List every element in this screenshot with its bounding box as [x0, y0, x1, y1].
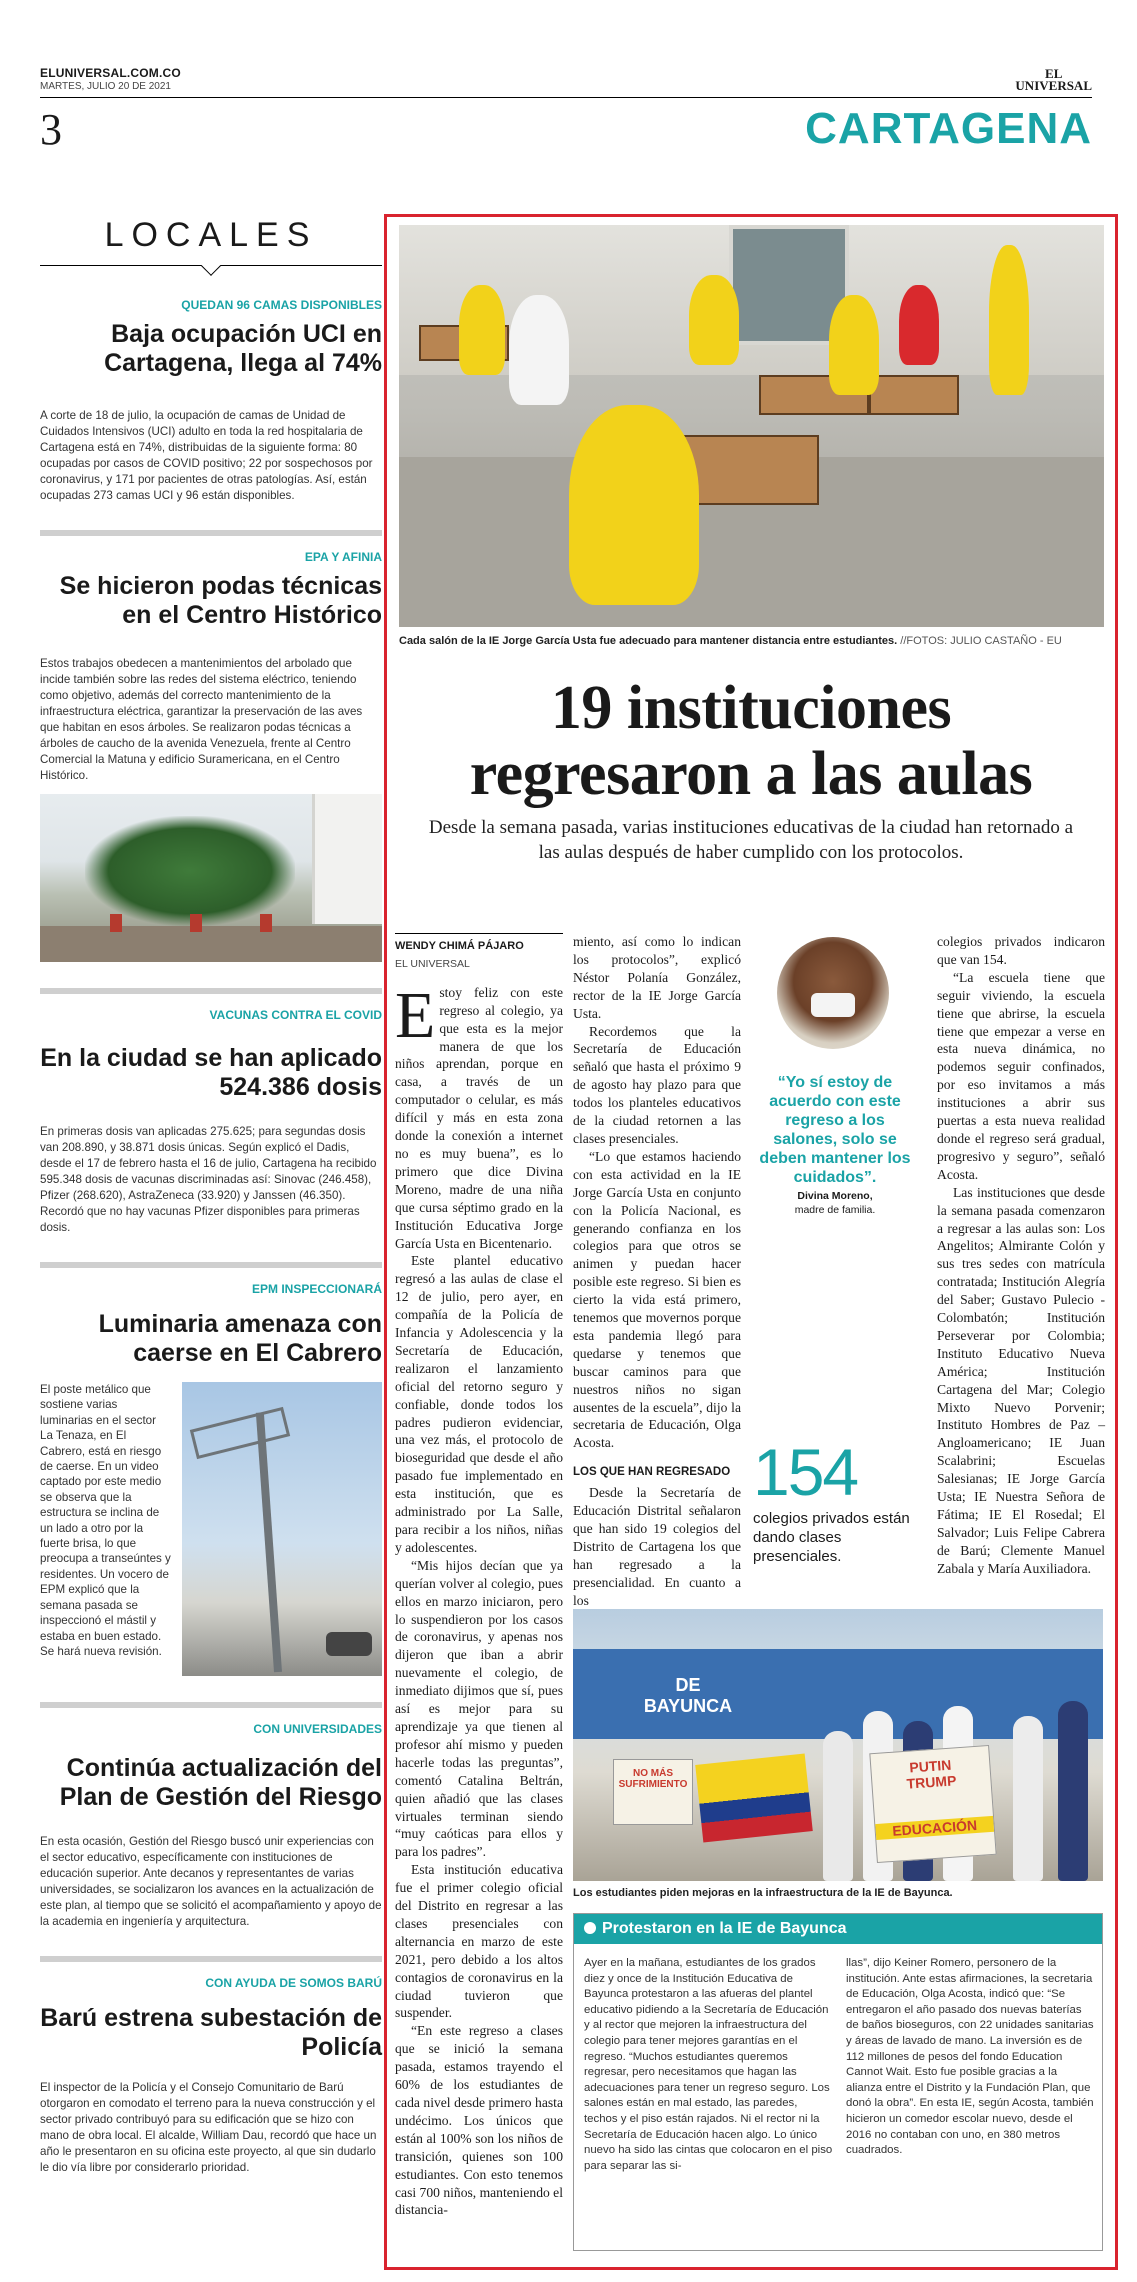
photo-caption: Cada salón de la IE Jorge García Usta fue adecuado para mantener distancia entre estudiantes. //FOTOS: JULIO CASTAÑO - EU — [399, 635, 1062, 647]
sidebar-box-title: Protestaron en la IE de Bayunca — [574, 1914, 1102, 1944]
article-column-4: colegios privados indicaron que van 154. “La escuela tiene que seguir viviendo, la escuela tiene que abrirse, la escuela tiene que empezar a verse en esta nueva dinámica, no podemos seguir confinados, por eso invitamos a más instituciones a abrir sus puertas a esta nueva realidad donde el regreso será gradual, progresivo y seguro”, señaló Acosta. Las instituciones que desde la semana pasada comenzaron a regresar a las aulas son: Los Angelitos; Almirante Colón y sus tres sedes con matrícula contratada; Institución Alegría del Saber; Gustavo Pulecio -Colombatón; Institución Perseverar por Colombia; Instituto Educativo Nueva América; Institución Cartagena del Mar; Colegio Mixto Nuevo Porvenir; Instituto Hombres de Paz – Angloamericano; IE Juan Scalabrini; Escuelas Salesianas; IE Jorge García Usta; IE Nuestra Señora de Fátima; IE El Rosedal; El Salvador; Luis Felipe Cabrera de Barú; Clemente Manuel Zabala y María Auxiliadora. — [937, 934, 1105, 1576]
article-column-2: miento, así como lo indican los protocolos”, explicó Néstor Polanía González, rector de la IE Jorge García Usta. Recordemos que la Secretaría de Educación señaló que hasta el próximo 9 de agosto hay plazo para que todos los planteles educativos de la ciudad retornen a las clases presenciales. “Lo que estamos haciendo con esta actividad en la IE Jorge García Usta en conjunto con la Policía Nacional, es generando confianza en los colegios para que otros se animen y puedan hacer posible este regreso. Si bien es cierto la vida está primero, tenemos que movernos porque esta pandemia llegó para quedarse y tenemos que buscar caminos para que nuestros niños no sigan ausentes de la escuela”, dijo la secretaria de Educación, Olga Acosta. LOS QUE HAN REGRESADO Desde la Secretaría de Educación Distrital señalaron que han sido 19 colegios del Distrito de Cartagena los que han regresado a la presencialidad. En cuanto a los — [573, 934, 741, 1608]
main-article — [384, 214, 1118, 2270]
protest-photo: DE BAYUNCA NO MÁS SUFRIMIENTO PUTIN TRUMP EDUCACIÓN — [573, 1609, 1103, 1881]
quote-attribution: Divina Moreno, madre de familia. — [794, 1190, 876, 1216]
brief-uci — [40, 284, 382, 520]
sidebar-text-col-1: Ayer en la mañana, estudiantes de los grados diez y once de la Institución Educativa de Bayunca protestaron a las afueras del plantel educativo pidiendo a la Secretaría de Educación y al rector que mejoren la infraestructura del colegio para tener mejores garantías en el regreso. “Muchos estudiantes queremos regresar, pero necesitamos que hagan las adecuaciones para tener un regreso seguro. Los salones están en mal estado, las paredes, techos y el piso están rajados. Ni el rector ni la Secretaría de Educación hacen algo. Lo único nuevo ha sido las cintas que colocaron en el piso para separar las si- — [584, 1957, 833, 2172]
brief-vacunas — [40, 988, 382, 1252]
trees-photo — [40, 794, 382, 962]
protest-sidebar-box — [573, 1913, 1103, 2251]
article-headline: 19 instituciones regresaron a las aulas — [469, 674, 1033, 808]
publication-date: MARTES, JULIO 20 DE 2021 — [40, 81, 171, 92]
locales-column — [40, 216, 382, 2192]
divina-moreno-portrait — [777, 937, 889, 1049]
page-number: 3 — [40, 105, 62, 154]
article-column-1: WENDY CHIMÁ PÁJARO EL UNIVERSAL Estoy feliz con este regreso al colegio, ya que esta es la mejor manera de que los niños aprendan, porque en casa, a través de un computador o celular, es más difícil y más en esta zona donde la conexión a internet no es muy buena”, es lo primero que dice Divina Moreno, madre de una niña que cursa séptimo grado en la Institución Educativa Jorge García Usta en Bicentenario. Este plantel educativo regresó a las aulas de clase el 12 de julio, pero ayer, en compañía de la Policía de Infancia y Adolescencia y la Secretaría de Educación, realizaron el lanzamiento oficial del retorno seguro y confiable, donde todos los padres pudieron evidenciar, una vez más, el protocolo de bioseguridad que desde el año pasado fue implementado en esta institución, que es administrado por La Salle, para recibir a los niños, niñas y adolescentes. “Mis hijos decían que ya querían volver al colegio, pues ellos en marzo iniciaron, pero lo suspendieron por los casos de coronavirus, y apenas nos dijeron que iban a abrir nuevamente el colegio, de inmediato dijimos que sí, pues así es mejor para su aprendizaje ya que tienen al profesor ahí mismo y pueden hacerle todas las preguntas”, comentó Catalina Beltrán, quien añadió que las clases virtuales terminan siendo “muy caóticas para ellos y para los padres”. Esta institución educativa fue el primer colegio oficial del Distrito en regresar a las clases presenciales con alternancia en marzo de este 2021, pero debido a los altos contagios de coronavirus en la ciudad tuvieron que suspender. “En este regreso a clases que se inició la semana pasada, estamos trayendo el 60% de los estudiantes de cada nivel desde primero hasta undécimo. Los únicos que están al 100% son los niños de transición, quienes son 100 estudiantes. Con esto tenemos casi 700 niños, manteniendo el distancia- — [395, 933, 563, 2219]
brief-headline: En la ciudad se han aplicado 524.386 dosis — [40, 1044, 382, 1101]
brief-text: En esta ocasión, Gestión del Riesgo buscó unir experiencias con el sector educativo, específicamente con instituciones de educación superior. Ante decanos y representantes de varias universidades, se socializaron los avances en la actualización de este plan, al tiempo que se solicitó el acompañamiento y apoyo de la academia en ingeniería y arquitectura. — [40, 1835, 382, 1928]
drop-cap: E — [395, 978, 436, 1052]
brief-kicker: EPM INSPECCIONARÁ — [251, 1282, 382, 1296]
site-url[interactable]: ELUNIVERSAL.COM.CO — [40, 66, 181, 80]
byline: WENDY CHIMÁ PÁJARO EL UNIVERSAL — [395, 933, 563, 974]
brief-kicker: CON AYUDA DE SOMOS BARÚ — [205, 1976, 382, 1990]
classroom-photo — [399, 225, 1104, 627]
brief-text: Estos trabajos obedecen a mantenimientos del arbolado que incide también sobre las redes del sistema eléctrico, teniendo como objetivo, además del correcto mantenimiento de la infraestructura eléctrica, garantizar la preservación de las aves que habitan en esos árboles. Se realizaron podas técnicas a árboles de caucho de la avenida Venezuela, frente al Centro Comercial la Matuna y edificio Suramericana, en el Centro Histórico. — [40, 657, 363, 782]
brief-headline: Se hicieron podas técnicas en el Centro Histórico — [59, 572, 382, 629]
header-rule — [40, 97, 1092, 98]
brief-kicker: QUEDAN 96 CAMAS DISPONIBLES — [181, 298, 382, 312]
brief-gestion-riesgo — [40, 1702, 382, 1946]
brief-kicker: CON UNIVERSIDADES — [253, 1722, 382, 1736]
brief-text: El poste metálico que sostiene varias luminarias en el sector La Tenaza, en El Cabrero, está en riesgo de caerse. En un video captado por este medio se observa que la estructura se inclina de un lado a otro por la fuerte brisa, lo que preocupa a transeúntes y residentes. Un vocero de EPM explicó que la semana pasada se inspeccionó el mástil y estaba en buen estado. Se hará nueva revisión. — [40, 1383, 171, 1658]
sidebar-text-col-2: llas”, dijo Keiner Romero, personero de la institución. Ante estas afirmaciones, la secretaria de Educación, Olga Acosta, indicó que: “Se entregaron el año pasado dos nuevas baterías de baños bioseguros, con 22 unidades sanitarias y áreas de lavado de mano. La inversión es de 112 millones de pesos del fondo Education Cannot Wait. Esto fue posible gracias a la alianza entre el Distrito y la Fundación Plan, que donó la obra”. En esta IE, según Acosta, también hicieron un comedor escolar nuevo, desde el 2016 no contaban con uno, en 380 metros cuadrados. — [846, 1957, 1094, 2157]
brief-headline: Luminaria amenaza con caerse en El Cabrero — [98, 1310, 382, 1367]
brief-kicker: VACUNAS CONTRA EL COVID — [209, 1008, 382, 1022]
brief-headline: Baja ocupación UCI en Cartagena, llega al 74% — [104, 320, 382, 377]
brief-luminaria — [40, 1262, 382, 1692]
pull-quote: “Yo sí estoy de acuerdo con este regreso a los salones, solo se deben mantener los cuidados”. — [759, 1074, 911, 1186]
newspaper-logo: EL UNIVERSAL — [1015, 66, 1092, 93]
brief-text: El inspector de la Policía y el Consejo Comunitario de Barú otorgaron en comodato el terreno para la nueva construcción y el sector privado contribuyó para su edificación que se hizo con mano de obra local. El alcalde, William Dau, recordó que hace un año le presentaron en su oficina este proyecto, al que sin dudarlo le dio vía libre por considerarlo prioridad. — [40, 2081, 377, 2174]
locales-label: LOCALES — [40, 216, 382, 266]
brief-podas — [40, 530, 382, 978]
brief-text: En primeras dosis van aplicadas 275.625; para segundas dosis van 208.890, y 38.871 dosis únicas. Según explicó el Dadis, desde el 17 de febrero hasta el 16 de julio, Cartagena ha recibido 595.348 dosis de vacunas discriminadas así: Sinovac (246.458), Pfizer (268.620), AstraZeneca (33.920) y Janssen (46.350). Recordó que no hay vacunas Pfizer disponibles para primeras dosis. — [40, 1125, 377, 1234]
bullet-dot-icon — [584, 1922, 596, 1934]
brief-headline: Continúa actualización del Plan de Gestión del Riesgo — [59, 1754, 382, 1811]
lamp-post-photo — [182, 1382, 382, 1676]
brief-kicker: EPA Y AFINIA — [304, 550, 382, 564]
brief-headline: Barú estrena subestación de Policía — [40, 2004, 382, 2061]
protest-photo-caption: Los estudiantes piden mejoras en la infraestructura de la IE de Bayunca. — [573, 1887, 953, 1899]
masthead — [40, 66, 1092, 92]
stat-number: 154 — [753, 1435, 858, 1509]
section-title: CARTAGENA — [805, 104, 1092, 153]
stat-text: colegios privados están dando clases presenciales. — [753, 1510, 910, 1565]
article-subhead: Desde la semana pasada, varias instituciones educativas de la ciudad han retornado a las aulas después de haber cumplido con los protocolos. — [428, 817, 1074, 863]
article-subheading: LOS QUE HAN REGRESADO — [573, 1466, 731, 1479]
photo-credit: //FOTOS: JULIO CASTAÑO - EU — [900, 635, 1062, 647]
brief-baru — [40, 1956, 382, 2192]
brief-text: A corte de 18 de julio, la ocupación de camas de Unidad de Cuidados Intensivos (UCI) adulto en toda la red hospitalaria de Cartagena está en 74%, distribuidas de la siguiente forma: 80 ocupadas por casos de COVID positivo; 22 por sospechosos por coronavirus, y 171 por pacientes de otras patologías. Así, están ocupadas 273 camas UCI y 96 están disponibles. — [40, 409, 373, 502]
